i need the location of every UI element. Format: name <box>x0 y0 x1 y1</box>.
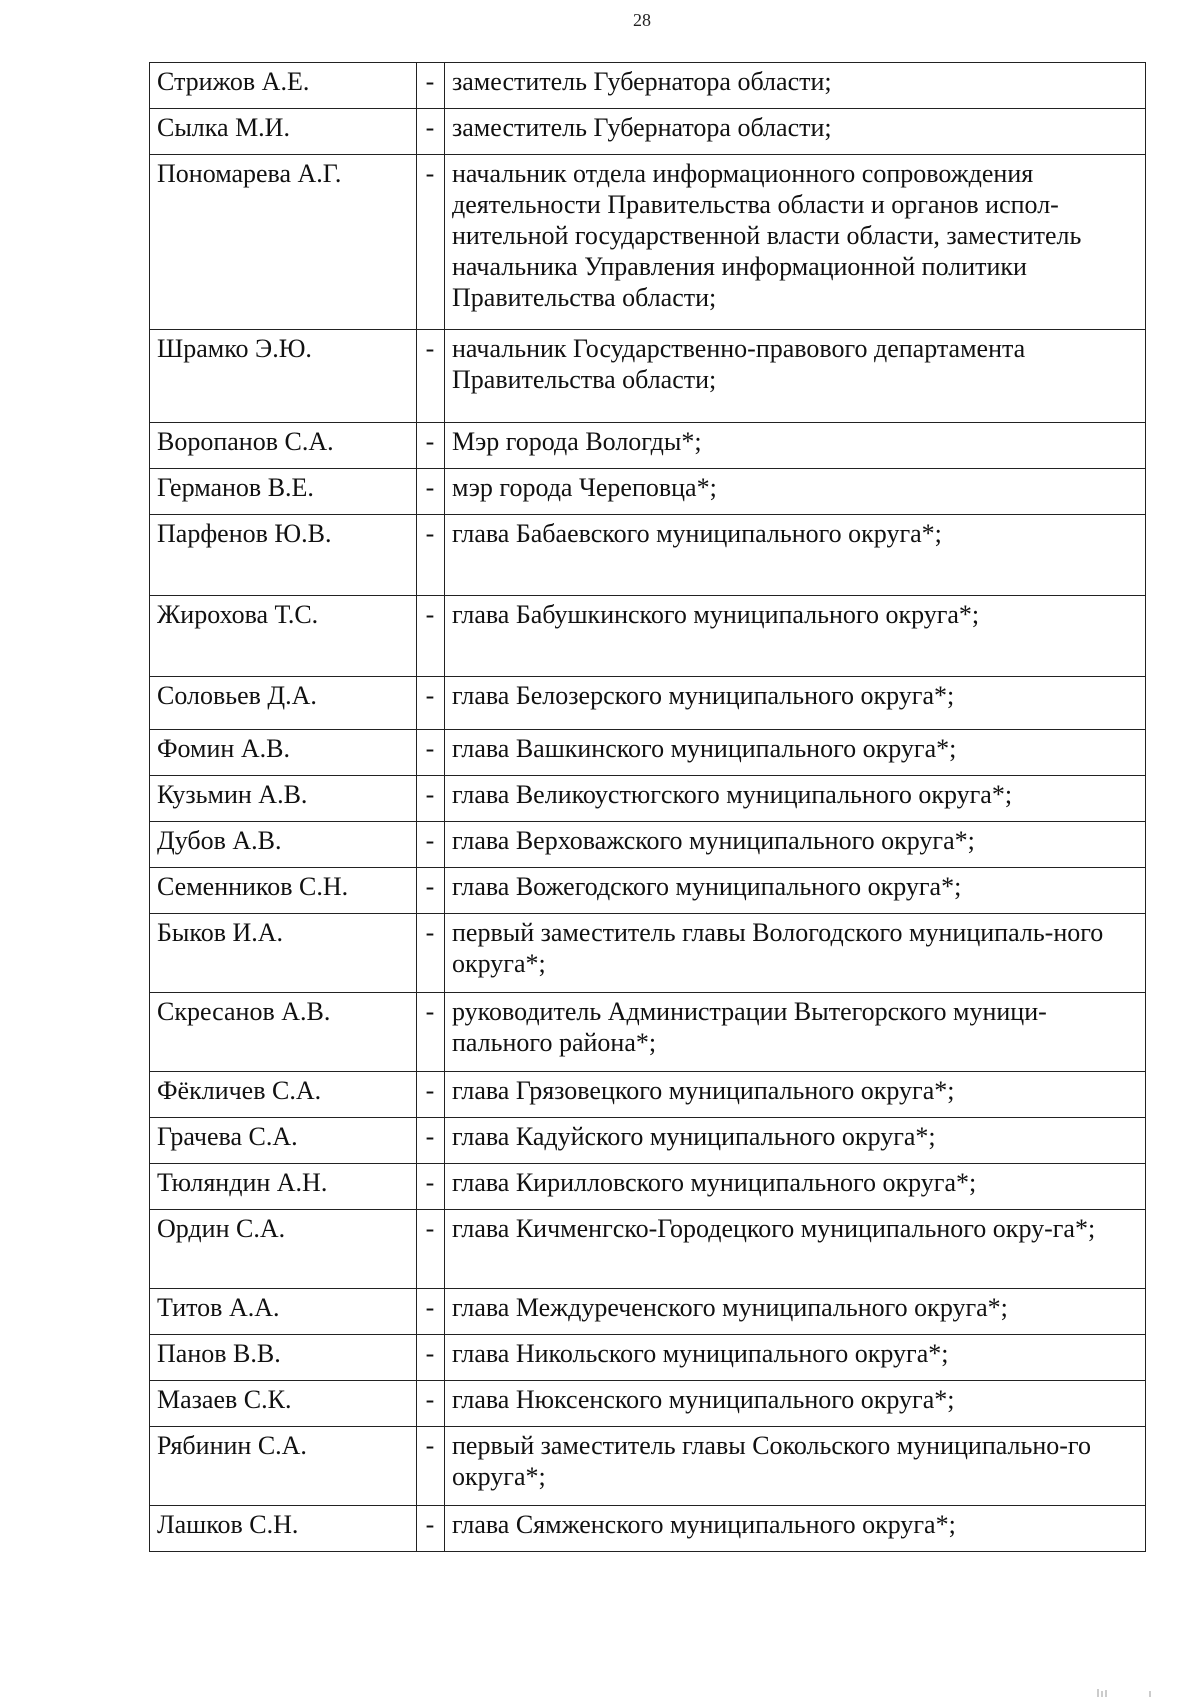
table-row <box>150 109 1146 155</box>
table-row <box>150 1289 1146 1335</box>
dash-cell: - <box>417 993 445 1072</box>
member-position-cell: глава Междуреченского муниципального округа*; <box>445 1289 1146 1335</box>
member-name-cell: Фёкличев С.А. <box>150 1072 417 1118</box>
member-position-cell: первый заместитель главы Сокольского муниципально-го округа*; <box>445 1427 1146 1506</box>
member-position-cell: руководитель Администрации Вытегорского муници-пального района*; <box>445 993 1146 1072</box>
member-name-cell: Ордин С.А. <box>150 1210 417 1289</box>
table-row <box>150 515 1146 596</box>
dash-cell: - <box>417 730 445 776</box>
member-position-cell: мэр города Череповца*; <box>445 469 1146 515</box>
table-row <box>150 1381 1146 1427</box>
dash-cell: - <box>417 1118 445 1164</box>
table-row <box>150 63 1146 109</box>
member-position-cell: глава Нюксенского муниципального округа*; <box>445 1381 1146 1427</box>
dash-cell: - <box>417 822 445 868</box>
member-position-cell: глава Кирилловского муниципального округа*; <box>445 1164 1146 1210</box>
table-row <box>150 596 1146 677</box>
member-position-cell: глава Верховажского муниципального округа*; <box>445 822 1146 868</box>
member-position-cell: глава Грязовецкого муниципального округа*; <box>445 1072 1146 1118</box>
member-position-cell: глава Бабаевского муниципального округа*; <box>445 515 1146 596</box>
member-name-cell: Стрижов А.Е. <box>150 63 417 109</box>
member-name-cell: Тюляндин А.Н. <box>150 1164 417 1210</box>
table-row <box>150 914 1146 993</box>
member-name-cell: Шрамко Э.Ю. <box>150 330 417 423</box>
dash-cell: - <box>417 776 445 822</box>
member-position-cell: глава Бабушкинского муниципального округа*; <box>445 596 1146 677</box>
member-position-cell: глава Вожегодского муниципального округа*; <box>445 868 1146 914</box>
member-position-cell: глава Сямженского муниципального округа*; <box>445 1506 1146 1552</box>
member-name-cell: Грачева С.А. <box>150 1118 417 1164</box>
dash-cell: - <box>417 63 445 109</box>
dash-cell: - <box>417 1506 445 1552</box>
dash-cell: - <box>417 1335 445 1381</box>
table-row <box>150 993 1146 1072</box>
member-position-cell: глава Великоустюгского муниципального округа*; <box>445 776 1146 822</box>
member-position-cell: глава Кичменгско-Городецкого муниципального окру-га*; <box>445 1210 1146 1289</box>
table-row <box>150 1118 1146 1164</box>
table-row <box>150 822 1146 868</box>
member-position-cell: глава Кадуйского муниципального округа*; <box>445 1118 1146 1164</box>
table-row <box>150 776 1146 822</box>
table-row <box>150 155 1146 330</box>
scan-artifact-marks <box>1094 1689 1154 1697</box>
dash-cell: - <box>417 914 445 993</box>
table-row <box>150 1335 1146 1381</box>
member-position-cell: глава Никольского муниципального округа*; <box>445 1335 1146 1381</box>
dash-cell: - <box>417 1210 445 1289</box>
table-row <box>150 1072 1146 1118</box>
table-row <box>150 423 1146 469</box>
dash-cell: - <box>417 469 445 515</box>
member-name-cell: Дубов А.В. <box>150 822 417 868</box>
table-row <box>150 1210 1146 1289</box>
member-name-cell: Семенников С.Н. <box>150 868 417 914</box>
member-name-cell: Кузьмин А.В. <box>150 776 417 822</box>
member-name-cell: Фомин А.В. <box>150 730 417 776</box>
member-name-cell: Рябинин С.А. <box>150 1427 417 1506</box>
dash-cell: - <box>417 1289 445 1335</box>
member-name-cell: Титов А.А. <box>150 1289 417 1335</box>
dash-cell: - <box>417 423 445 469</box>
member-name-cell: Скресанов А.В. <box>150 993 417 1072</box>
member-table-body <box>150 63 1146 1552</box>
dash-cell: - <box>417 1381 445 1427</box>
table-row <box>150 1427 1146 1506</box>
dash-cell: - <box>417 109 445 155</box>
dash-cell: - <box>417 330 445 423</box>
member-name-cell: Лашков С.Н. <box>150 1506 417 1552</box>
table-row <box>150 330 1146 423</box>
member-name-cell: Воропанов С.А. <box>150 423 417 469</box>
table-row <box>150 469 1146 515</box>
dash-cell: - <box>417 596 445 677</box>
member-position-cell: начальник отдела информационного сопровождения деятельности Правительства области и органов испол-нительной государственной власти области, заместитель начальника Управления информационной политики Правительства области; <box>445 155 1146 330</box>
member-name-cell: Жирохова Т.С. <box>150 596 417 677</box>
member-position-cell: глава Вашкинского муниципального округа*; <box>445 730 1146 776</box>
page-number: 28 <box>633 10 651 30</box>
dash-cell: - <box>417 1072 445 1118</box>
dash-cell: - <box>417 1427 445 1506</box>
member-name-cell: Панов В.В. <box>150 1335 417 1381</box>
member-name-cell: Сылка М.И. <box>150 109 417 155</box>
member-position-cell: глава Белозерского муниципального округа*; <box>445 677 1146 730</box>
member-position-cell: Мэр города Вологды*; <box>445 423 1146 469</box>
member-name-cell: Быков И.А. <box>150 914 417 993</box>
member-name-cell: Германов В.Е. <box>150 469 417 515</box>
member-position-cell: заместитель Губернатора области; <box>445 63 1146 109</box>
table-row <box>150 730 1146 776</box>
member-name-cell: Соловьев Д.А. <box>150 677 417 730</box>
table-row <box>150 1506 1146 1552</box>
table-row <box>150 1164 1146 1210</box>
member-table <box>149 62 1146 1552</box>
dash-cell: - <box>417 515 445 596</box>
member-name-cell: Пономарева А.Г. <box>150 155 417 330</box>
dash-cell: - <box>417 1164 445 1210</box>
dash-cell: - <box>417 868 445 914</box>
dash-cell: - <box>417 677 445 730</box>
table-row <box>150 868 1146 914</box>
member-name-cell: Мазаев С.К. <box>150 1381 417 1427</box>
member-position-cell: начальник Государственно-правового департамента Правительства области; <box>445 330 1146 423</box>
dash-cell: - <box>417 155 445 330</box>
table-row <box>150 677 1146 730</box>
member-position-cell: первый заместитель главы Вологодского муниципаль-ного округа*; <box>445 914 1146 993</box>
member-position-cell: заместитель Губернатора области; <box>445 109 1146 155</box>
member-name-cell: Парфенов Ю.В. <box>150 515 417 596</box>
